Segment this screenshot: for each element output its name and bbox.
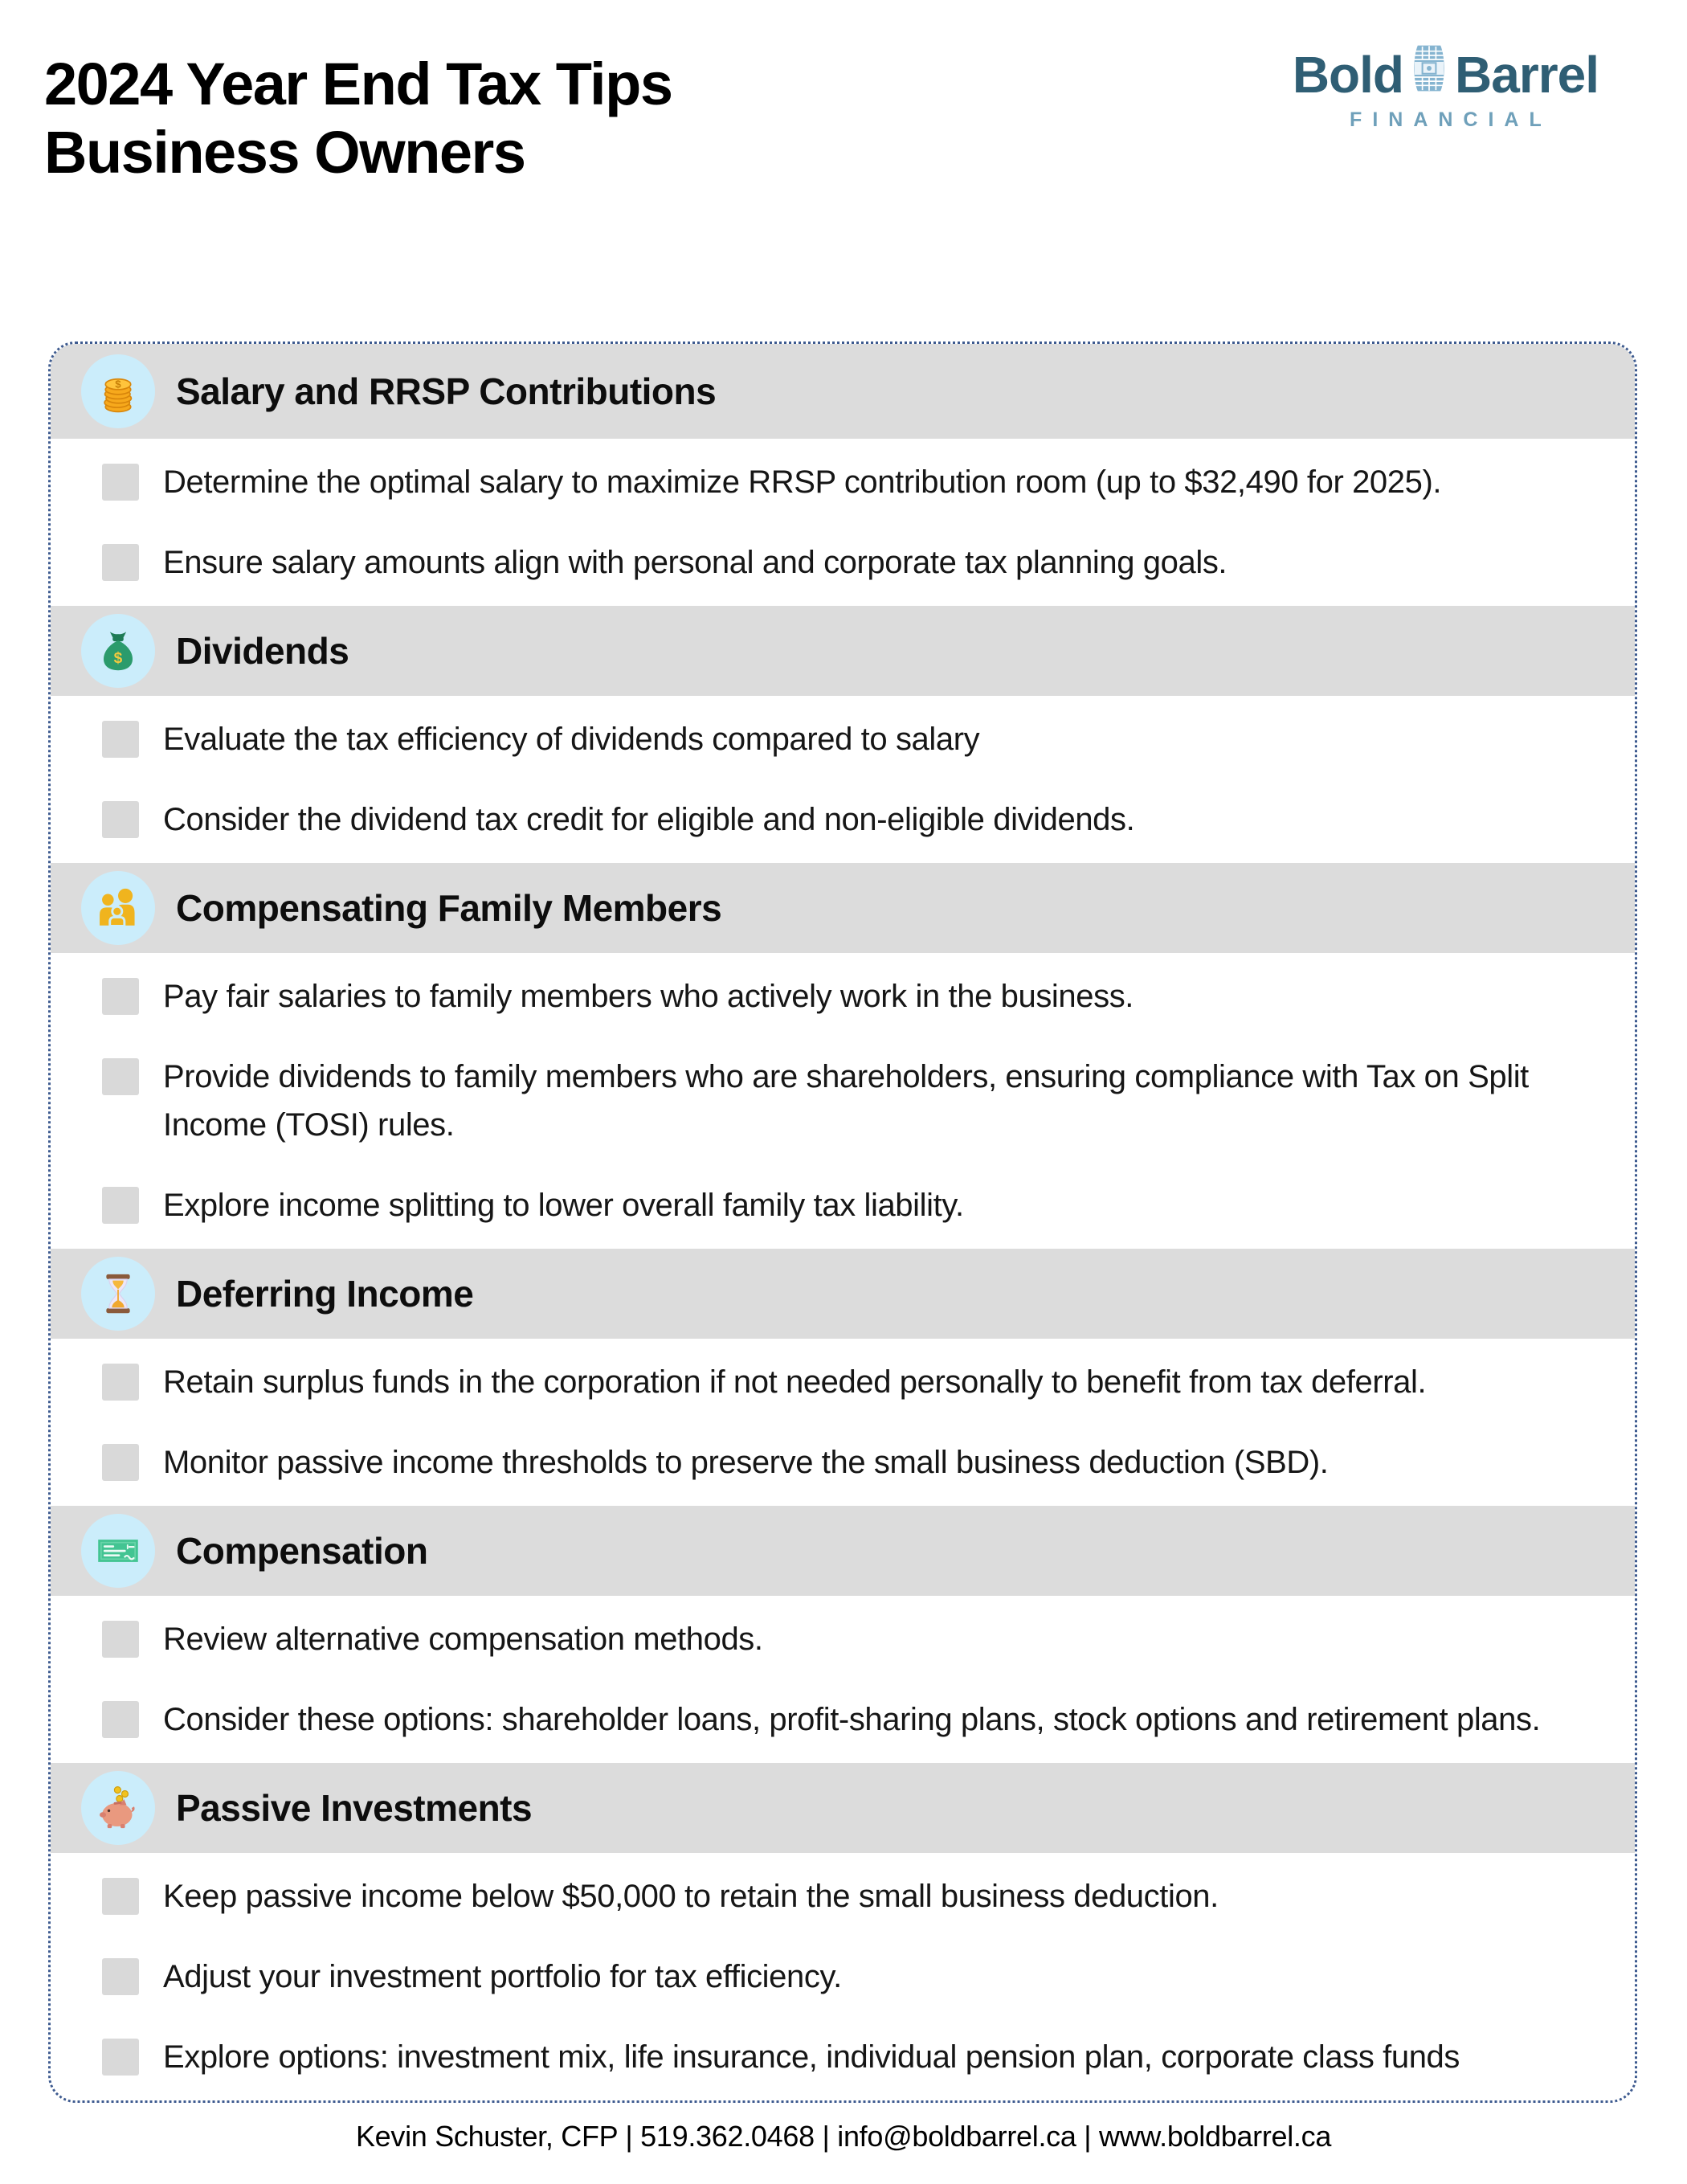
section-title: Compensation [176,1530,428,1572]
checklist-item-text: Consider these options: shareholder loans, profit-sharing plans, stock options and retirement plans. [163,1702,1541,1737]
page-title [44,50,672,186]
section-header-dividends [51,606,1635,696]
section-title: Deferring Income [176,1273,474,1315]
section-body-passive-investments [51,1853,1635,2100]
logo-wordmark [1293,43,1599,105]
section-title: Passive Investments [176,1787,533,1829]
checkbox[interactable] [102,978,139,1015]
svg-text:$: $ [115,378,121,391]
page-title-line1: 2024 Year End Tax Tips [44,51,672,117]
page-header [0,0,1687,186]
logo-subtitle: FINANCIAL [1350,108,1552,131]
piggy-bank-icon [81,1771,155,1845]
checkbox[interactable] [102,1621,139,1658]
money-bag-icon [81,614,155,688]
section-body-dividends [51,696,1635,863]
section-header-compensation [51,1506,1635,1596]
checklist-item [102,2033,1622,2081]
checkbox[interactable] [102,1058,139,1095]
checklist-item-text: Evaluate the tax efficiency of dividends compared to salary [163,722,980,757]
footer-contact-line: Kevin Schuster, CFP | 519.362.0468 | info@boldbarrel.ca | www.boldbarrel.ca [355,2120,1332,2153]
checklist-item [102,538,1622,587]
checklist-item [102,1615,1622,1663]
checkbox[interactable] [102,1444,139,1481]
checklist-card [48,342,1637,2103]
logo-word-barrel: Barrel [1455,45,1599,104]
checkbox[interactable] [102,1701,139,1738]
checklist-item-text: Consider the dividend tax credit for eligible and non-eligible dividends. [163,802,1135,837]
checklist-item [102,1872,1622,1920]
checklist-item [102,458,1622,506]
checklist-item-text: Adjust your investment portfolio for tax efficiency. [163,1959,842,1994]
checklist-item-text: Pay fair salaries to family members who actively work in the business. [163,979,1134,1014]
family-icon [81,871,155,945]
section-body-compensating-family-members [51,953,1635,1249]
checklist-item [102,795,1622,844]
checklist-item [102,1695,1622,1744]
checklist-item-text: Monitor passive income thresholds to preserve the small business deduction (SBD). [163,1445,1329,1480]
checklist-item-text: Retain surplus funds in the corporation if not needed personally to benefit from tax deferral. [163,1364,1427,1400]
section-header-deferring-income [51,1249,1635,1339]
checkbox[interactable] [102,1878,139,1915]
checklist-item-text: Ensure salary amounts align with personal and corporate tax planning goals. [163,545,1227,580]
section-header-salary-and-rrsp-contributions [51,344,1635,439]
checklist-item [102,1358,1622,1406]
coin-stack-icon [81,354,155,428]
cheque-icon [81,1514,155,1588]
section-body-deferring-income [51,1339,1635,1506]
checkbox[interactable] [102,2039,139,2076]
barrel-icon [1407,43,1451,105]
checklist-item-text: Provide dividends to family members who are shareholders, ensuring compliance with Tax on Split Income (TOSI) rules. [163,1059,1529,1143]
checkbox[interactable] [102,1187,139,1224]
section-body-salary-and-rrsp-contributions [51,439,1635,606]
checklist-item-text: Determine the optimal salary to maximize RRSP contribution room (up to $32,490 for 2025). [163,464,1442,500]
section-header-passive-investments [51,1763,1635,1853]
checklist-item [102,1953,1622,2001]
section-title: Compensating Family Members [176,887,722,929]
checklist-item [102,1053,1622,1149]
checkbox[interactable] [102,464,139,501]
checkbox[interactable] [102,721,139,758]
logo-word-bold: Bold [1292,45,1403,104]
checklist-item [102,1438,1622,1487]
checklist-item-text: Explore income splitting to lower overall family tax liability. [163,1188,964,1223]
checklist-item-text: Keep passive income below $50,000 to retain the small business deduction. [163,1879,1219,1914]
checkbox[interactable] [102,544,139,581]
svg-text:$: $ [113,650,123,668]
page-title-line2: Business Owners [44,119,525,186]
section-header-compensating-family-members [51,863,1635,953]
checklist-item [102,1181,1622,1229]
checkbox[interactable] [102,1958,139,1995]
section-title: Salary and RRSP Contributions [176,370,717,412]
checklist-item-text: Review alternative compensation methods. [163,1622,763,1657]
section-title: Dividends [176,630,349,672]
section-body-compensation [51,1596,1635,1763]
checkbox[interactable] [102,1364,139,1401]
hourglass-icon [81,1257,155,1331]
checklist-item [102,715,1622,763]
company-logo [1293,43,1599,132]
checkbox[interactable] [102,801,139,838]
checklist-item-text: Explore options: investment mix, life insurance, individual pension plan, corporate class funds [163,2039,1460,2075]
checklist-item [102,972,1622,1020]
